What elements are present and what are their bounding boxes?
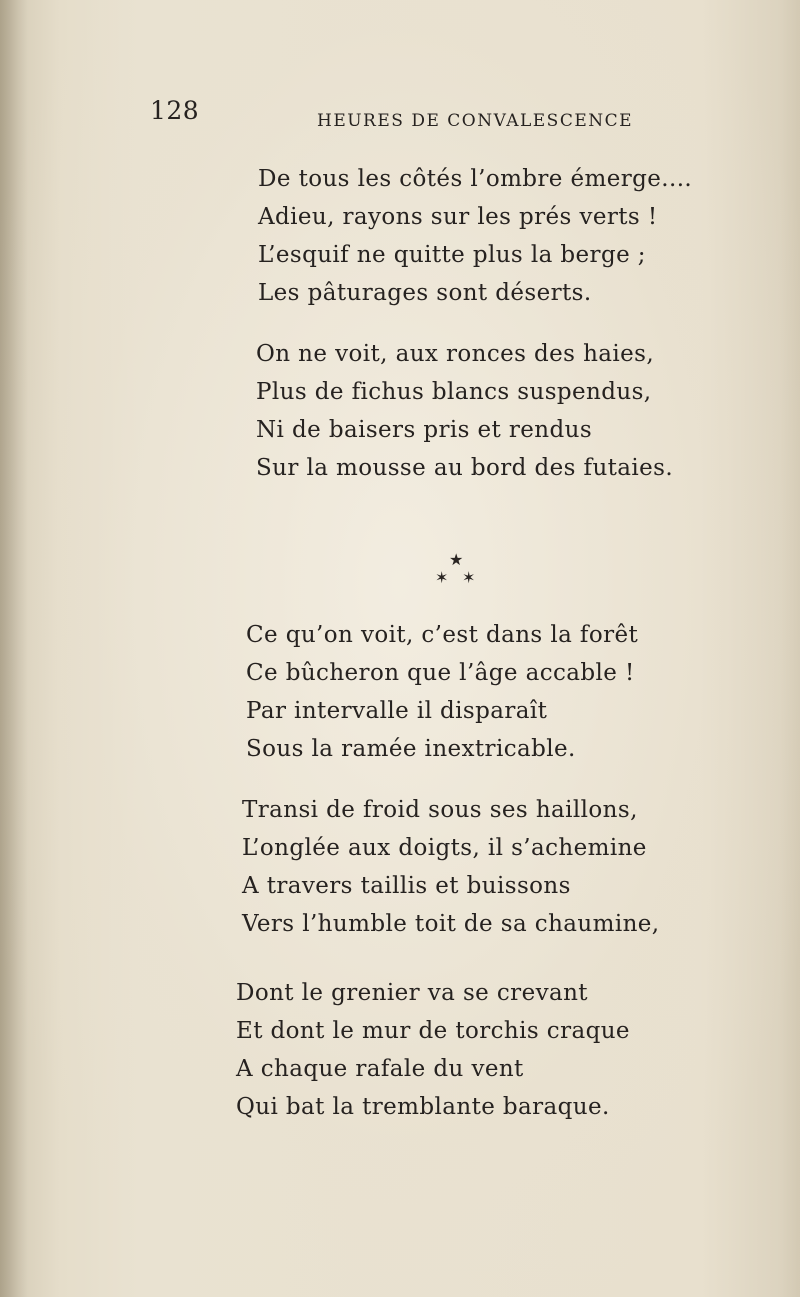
page-gutter-shadow	[0, 0, 28, 1297]
poem-line: Sous la ramée inextricable.	[246, 736, 576, 762]
poem-line: On ne voit, aux ronces des haies,	[256, 341, 655, 367]
poem-line: Vers l’humble toit de sa chaumine,	[242, 911, 660, 937]
poem-line: L’onglée aux doigts, il s’achemine	[242, 835, 647, 861]
page-number: 128	[150, 96, 200, 125]
poem-line: Par intervalle il disparaît	[246, 698, 548, 724]
running-title: HEURES DE CONVALESCENCE	[317, 111, 634, 131]
poem-line: Ni de baisers pris et rendus	[256, 417, 593, 443]
poem-line: Dont le grenier va se crevant	[236, 980, 588, 1006]
poem-line: Ce bûcheron que l’âge accable !	[246, 660, 635, 686]
star-icon: ✶	[462, 568, 476, 587]
poem-line: Sur la mousse au bord des futaies.	[256, 455, 674, 481]
poem-line: De tous les côtés l’ombre émerge....	[258, 166, 693, 192]
poem-line: Adieu, rayons sur les prés verts !	[258, 204, 658, 230]
poem-line: Ce qu’on voit, c’est dans la forêt	[246, 622, 639, 648]
poem-line: A chaque rafale du vent	[236, 1056, 524, 1082]
star-icon: ✶	[435, 568, 449, 587]
poem-line: Qui bat la tremblante baraque.	[236, 1094, 610, 1120]
poem-line: A travers taillis et buissons	[242, 873, 571, 899]
poem-line: Transi de froid sous ses haillons,	[242, 797, 638, 823]
poem-line: Et dont le mur de torchis craque	[236, 1018, 630, 1044]
poem-line: L’esquif ne quitte plus la berge ;	[258, 242, 646, 268]
poem-line: Plus de fichus blancs suspendus,	[256, 379, 652, 405]
star-icon: ★	[449, 550, 464, 569]
asterism-icon	[432, 552, 482, 594]
poem-line: Les pâturages sont déserts.	[258, 280, 592, 306]
